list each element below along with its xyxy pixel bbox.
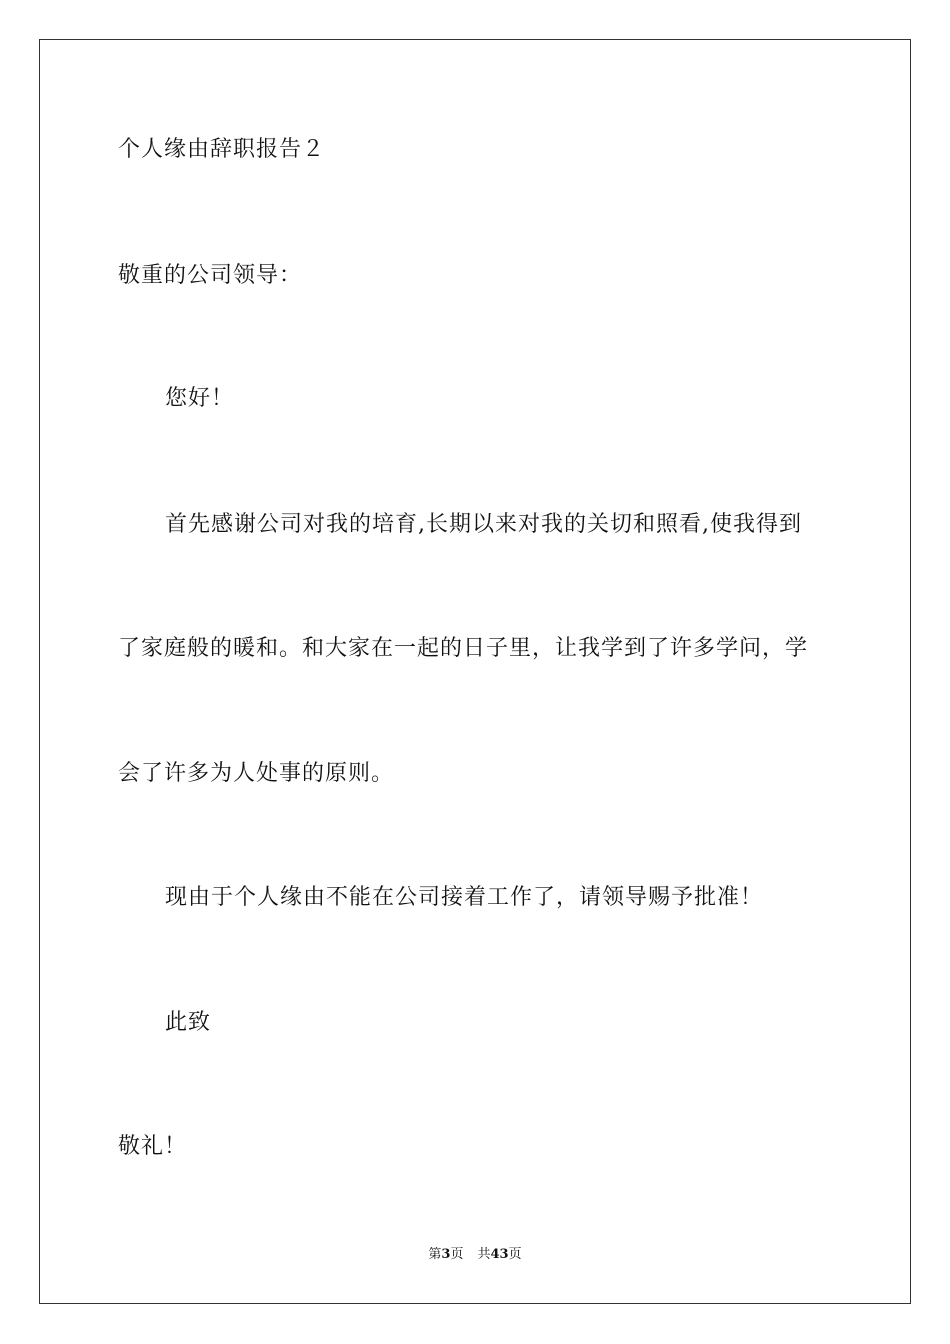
page-border <box>39 39 911 1304</box>
page-suffix: 页 <box>450 1247 464 1262</box>
document-title: 个人缘由辞职报告２ <box>118 137 326 162</box>
page-current: 3 <box>441 1247 451 1262</box>
total-prefix: 共 <box>477 1247 491 1262</box>
body-paragraph-line: 会了许多为人处事的原则。 <box>118 761 395 786</box>
total-suffix: 页 <box>508 1247 522 1262</box>
closing-jing-li: 敬礼！ <box>118 1134 188 1159</box>
request-paragraph: 现由于个人缘由不能在公司接着工作了，请领导赐予批准！ <box>165 885 764 910</box>
body-paragraph-line: 了家庭般的暖和。和大家在一起的日子里，让我学到了许多学问，学 <box>118 636 809 661</box>
page-footer <box>0 1246 950 1264</box>
body-paragraph-line: 首先感谢公司对我的培育,长期以来对我的关切和照看,使我得到 <box>165 512 802 537</box>
closing-ci-zhi: 此致 <box>165 1010 212 1035</box>
greeting: 您好！ <box>165 386 235 411</box>
page-prefix: 第 <box>428 1247 442 1262</box>
page-total: 43 <box>490 1247 509 1262</box>
salutation: 敬重的公司领导： <box>118 263 303 288</box>
